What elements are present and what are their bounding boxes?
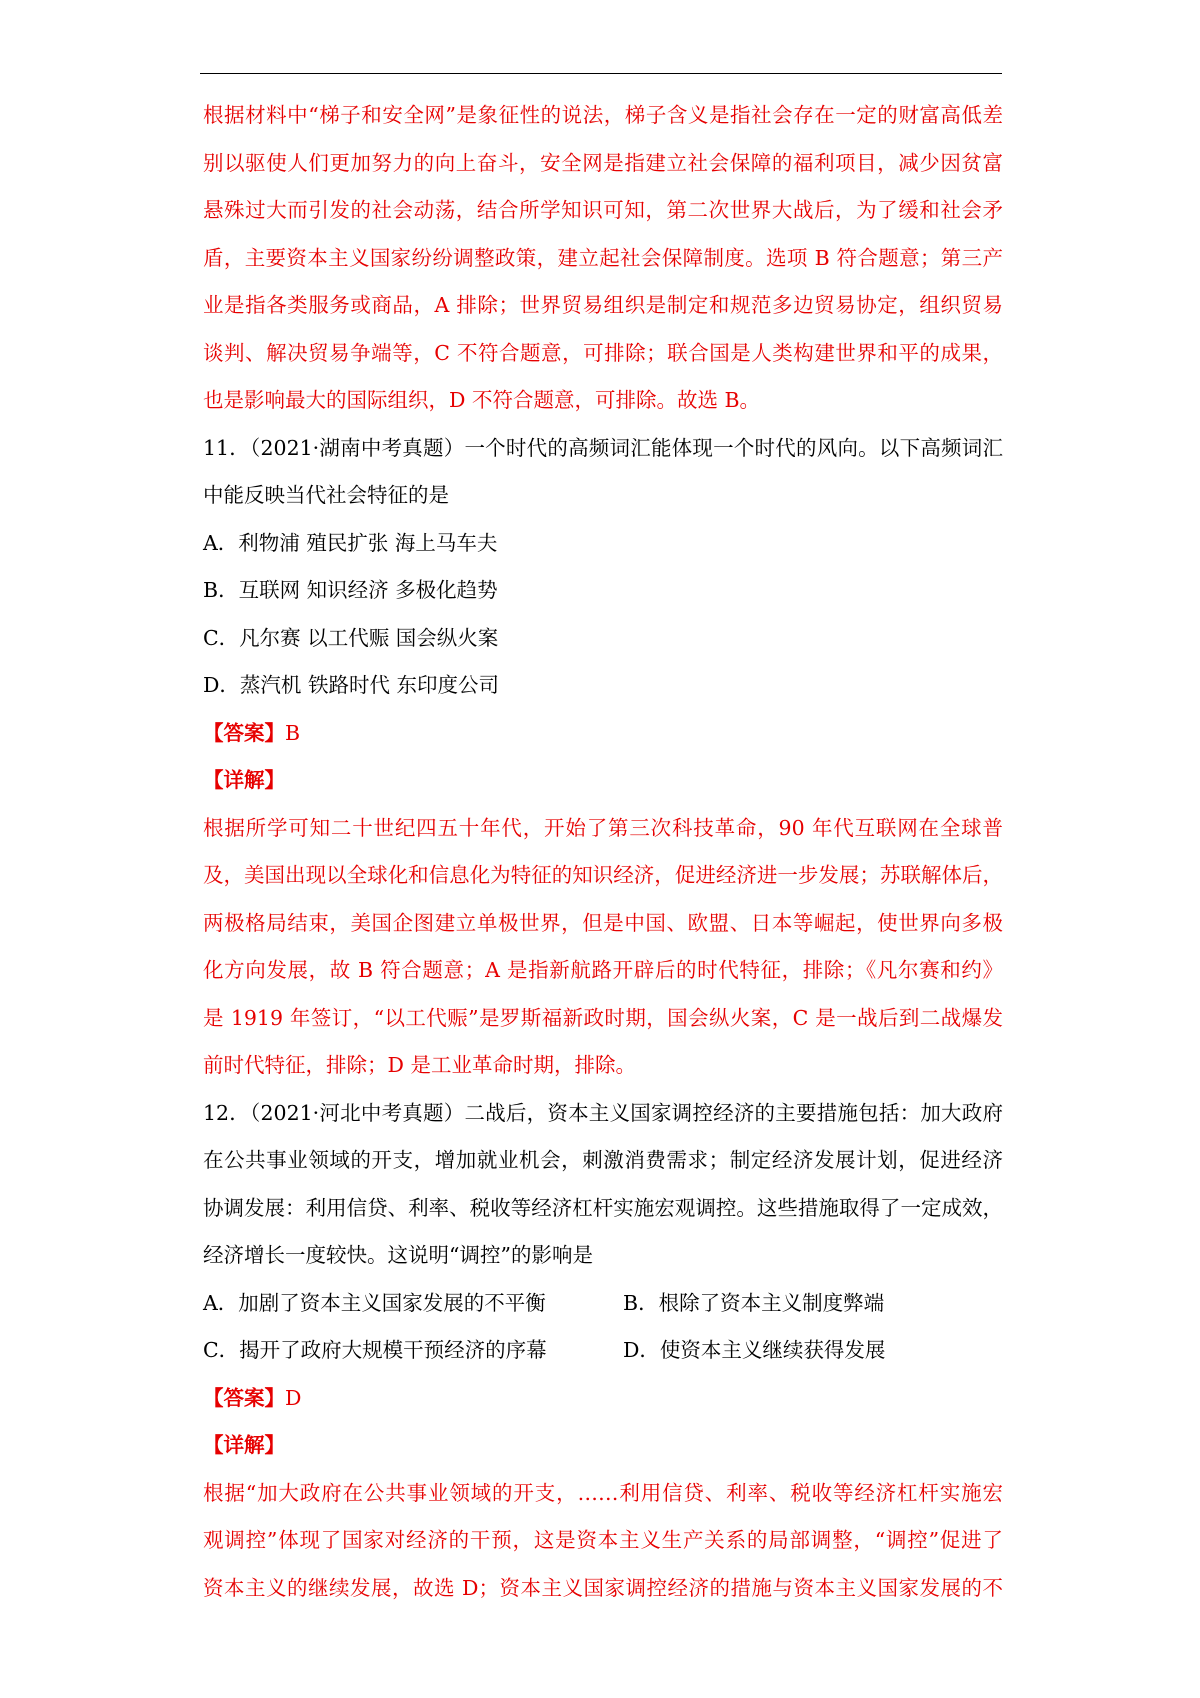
question-stem: 11．（2021·湖南中考真题）一个时代的高频词汇能体现一个时代的风向。以下高频词汇: [203, 435, 1003, 460]
option-a: A．利物浦 殖民扩张 海上马车夫: [203, 530, 498, 555]
explain-line: 别以驱使人们更加努力的向上奋斗，安全网是指建立社会保障的福利项目，减少因贫富: [203, 150, 1003, 175]
detail-label: 【详解】: [203, 768, 285, 792]
question-stem: 12．（2021·河北中考真题）二战后，资本主义国家调控经济的主要措施包括：加大政府: [203, 1100, 1003, 1125]
question-11: [203, 425, 1003, 1090]
detail-line: 根据“加大政府在公共事业领域的开支，……利用信贷、利率、税收等经济杠杆实施宏: [203, 1480, 1003, 1505]
explain-line: 悬殊过大而引发的社会动荡，结合所学知识可知，第二次世界大战后，为了缓和社会矛: [203, 198, 1003, 222]
detail-line: 及，美国出现以全球化和信息化为特征的知识经济，促进经济进一步发展；苏联解体后，: [203, 863, 1003, 887]
detail-line: 是 1919 年签订，“以工代赈”是罗斯福新政时期，国会纵火案，C 是一战后到二战爆发: [203, 1005, 1003, 1030]
question-12: [203, 1090, 1003, 1613]
options-row: [203, 1280, 1003, 1328]
explain-line: 也是影响最大的国际组织，D 不符合题意，可排除。故选 B。: [203, 388, 761, 412]
options-row: [203, 1327, 1003, 1375]
answer-line: [203, 710, 1003, 758]
question-stem: 协调发展：利用信贷、利率、税收等经济杠杆实施宏观调控。这些措施取得了一定成效，: [203, 1195, 1003, 1220]
option-d: D．蒸汽机 铁路时代 东印度公司: [203, 673, 499, 697]
option-b: B．互联网 知识经济 多极化趋势: [203, 578, 498, 602]
answer-label: 【答案】: [203, 720, 285, 745]
detail-line: 根据所学可知二十世纪四五十年代，开始了第三次科技革命，90 年代互联网在全球普: [203, 815, 1003, 840]
option-c: C．揭开了政府大规模干预经济的序幕: [203, 1338, 547, 1362]
detail-line: 两极格局结束，美国企图建立单极世界，但是中国、欧盟、日本等崛起，使世界向多极: [203, 910, 1003, 935]
detail-label: 【详解】: [203, 1433, 285, 1457]
detail-line: 资本主义的继续发展，故选 D；资本主义国家调控经济的措施与资本主义国家发展的不: [203, 1575, 1003, 1600]
option-d: D．使资本主义继续获得发展: [623, 1338, 886, 1362]
answer-label: 【答案】: [203, 1385, 285, 1410]
question-stem: 经济增长一度较快。这说明“调控”的影响是: [203, 1243, 593, 1267]
question-stem: 在公共事业领域的开支，增加就业机会，刺激消费需求；制定经济发展计划，促进经济: [203, 1148, 1003, 1172]
answer-line: [203, 1375, 1003, 1423]
detail-line: 观调控”体现了国家对经济的干预，这是资本主义生产关系的局部调整，“调控”促进了: [203, 1528, 1003, 1552]
explain-line: 盾，主要资本主义国家纷纷调整政策，建立起社会保障制度。选项 B 符合题意；第三产: [203, 245, 1003, 270]
explain-line: 根据材料中“梯子和安全网”是象征性的说法，梯子含义是指社会存在一定的财富高低差: [203, 103, 1003, 127]
detail-line: 化方向发展，故 B 符合题意；A 是指新航路开辟后的时代特征，排除；《凡尔赛和约》: [203, 958, 1003, 982]
header-rule: [200, 73, 1002, 74]
document-body: [203, 92, 1003, 1612]
detail-line: 前时代特征，排除；D 是工业革命时期，排除。: [203, 1053, 636, 1077]
q10-explanation: [203, 92, 1003, 425]
option-a: A．加剧了资本主义国家发展的不平衡: [203, 1290, 546, 1315]
option-c: C．凡尔赛 以工代赈 国会纵火案: [203, 625, 499, 650]
answer-value: D: [285, 1385, 302, 1410]
explain-line: 谈判、解决贸易争端等，C 不符合题意，可排除；联合国是人类构建世界和平的成果，: [203, 340, 1003, 365]
question-stem: 中能反映当代社会特征的是: [203, 483, 449, 507]
explain-line: 业是指各类服务或商品，A 排除；世界贸易组织是制定和规范多边贸易协定，组织贸易: [203, 293, 1003, 317]
option-b: B．根除了资本主义制度弊端: [623, 1290, 885, 1315]
answer-value: B: [285, 720, 301, 745]
